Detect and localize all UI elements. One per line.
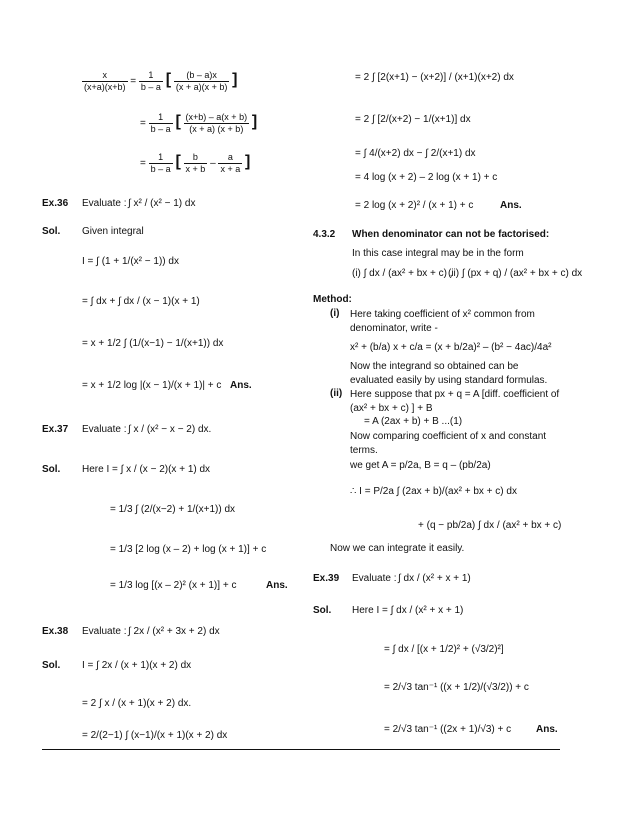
ex36-step-3: = x + 1/2 ∫ (1/(x−1) − 1/(x+1)) dx xyxy=(82,338,224,349)
method-item2-I: ∴ I = P/2a ∫ (2ax + b)/(ax² + bx + c) dx xyxy=(350,486,517,497)
ex36-sol-intro: Given integral xyxy=(82,226,144,237)
method-item2-compare: Now comparing coefficient of x and constant terms. xyxy=(350,431,547,456)
ex37-integrand: ∫ x / (x² − x − 2) dx. xyxy=(128,424,212,435)
right-step-4: = 4 log (x + 2) – 2 log (x + 1) + c xyxy=(355,172,498,183)
method-item1-text: Here taking coefficient of x² common from denominator, write - xyxy=(350,309,535,334)
method-item2-eq: = A (2ax + b) + B ...(1) xyxy=(364,416,463,427)
section-intro: In this case integral may be in the form xyxy=(352,248,524,259)
ex37-step-2: = 1/3 [2 log (x – 2) + log (x + 1)] + c xyxy=(110,544,267,555)
ex39-prompt: Evaluate : xyxy=(352,573,397,584)
section-title: When denominator can not be factorised: xyxy=(352,229,550,240)
section-form-ii: (ii) ∫ (px + q) / (ax² + bx + c) dx xyxy=(448,268,583,279)
ex39-step-2: = ∫ dx / [(x + 1/2)² + (√3/2)²] xyxy=(384,644,504,655)
right-step-1: = 2 ∫ [2(x+1) − (x+2)] / (x+1)(x+2) dx xyxy=(355,72,514,83)
ex37-prompt: Evaluate : xyxy=(82,424,127,435)
ex38-step-2: = 2 ∫ x / (x + 1)(x + 2) dx. xyxy=(82,698,192,709)
right-step-2: = 2 ∫ [2/(x+2) − 1/(x+1)] dx xyxy=(355,114,471,125)
ex36-step-2: = ∫ dx + ∫ dx / (x − 1)(x + 1) xyxy=(82,296,200,307)
method-item2-text: Here suppose that px + q = A [diff. coefficient of (ax² + bx + c) ] + B xyxy=(350,389,560,414)
ex37-step-3: = 1/3 log [(x – 2)² (x + 1)] + c xyxy=(110,580,237,591)
right-step-5: = 2 log (x + 2)² / (x + 1) + c xyxy=(355,200,474,211)
partial-fraction-line-3: = $\frac{1}{b - a}$ [ $\frac{b}{x + b}$ – $\frac{a}{x + a}$ ] xyxy=(140,152,251,174)
ex36-label: Ex.36 xyxy=(42,198,69,209)
ex39-step-3: = 2/√3 tan⁻¹ ((x + 1/2)/(√3/2)) + c xyxy=(384,682,529,693)
ex36-step-1: I = ∫ (1 + 1/(x² − 1)) dx xyxy=(82,256,179,267)
ex38-step-1: I = ∫ 2x / (x + 1)(x + 2) dx xyxy=(82,660,192,671)
ex37-step-1: = 1/3 ∫ (2/(x−2) + 1/(x+1)) dx xyxy=(110,504,236,515)
ex38-integrand: ∫ 2x / (x² + 3x + 2) dx xyxy=(128,626,220,637)
section-form-i: (i) ∫ dx / (ax² + bx + c) , xyxy=(352,268,453,279)
method-item2-label: (ii) xyxy=(330,388,343,399)
ex36-sol-label: Sol. xyxy=(42,226,61,237)
ex36-prompt: Evaluate : xyxy=(82,198,127,209)
ex39-step-1: Here I = ∫ dx / (x² + x + 1) xyxy=(352,605,464,616)
right-step-ans: Ans. xyxy=(500,200,522,211)
method-item2-get: we get A = p/2a, B = q – (pb/2a) xyxy=(350,460,491,471)
method-item2-plus: + (q − pb/2a) ∫ dx / (ax² + bx + c) xyxy=(418,520,562,531)
method-item1-after: Now the integrand so obtained can be evaluated easily by using standard formulas. xyxy=(350,361,548,386)
ex39-integrand: ∫ dx / (x² + x + 1) xyxy=(398,573,471,584)
ex39-sol-label: Sol. xyxy=(313,605,332,616)
ex36-integrand: ∫ x² / (x² − 1) dx xyxy=(128,198,196,209)
method-item1-formula: x² + (b/a) x + c/a = (x + b/2a)² – (b² − 4ac)/4a² xyxy=(350,342,552,353)
method-title: Method: xyxy=(313,294,352,305)
partial-fraction-line-1: $\frac{x}{(x+a)(x+b)}$ = $\frac{1}{b - a}$ [ $\frac{(b - a)x}{(x + a)(x + b)}$ ] xyxy=(84,70,238,92)
ex39-ans: Ans. xyxy=(536,724,558,735)
ex37-ans: Ans. xyxy=(266,580,288,591)
ex37-label: Ex.37 xyxy=(42,424,69,435)
ex37-here: Here I = ∫ x / (x − 2)(x + 1) dx xyxy=(82,464,211,475)
ex39-step-4: = 2/√3 tan⁻¹ ((2x + 1)/√3) + c xyxy=(384,724,512,735)
ex38-prompt: Evaluate : xyxy=(82,626,127,637)
section-number: 4.3.2 xyxy=(313,229,336,240)
right-step-3: = ∫ 4/(x+2) dx − ∫ 2/(x+1) dx xyxy=(355,148,476,159)
ex39-label: Ex.39 xyxy=(313,573,340,584)
method-item1-label: (i) xyxy=(330,308,340,319)
ex36-ans: Ans. xyxy=(230,380,252,391)
bottom-divider xyxy=(42,749,560,750)
method-closing: Now we can integrate it easily. xyxy=(330,543,465,554)
ex38-label: Ex.38 xyxy=(42,626,69,637)
ex36-step-4: = x + 1/2 log |(x − 1)/(x + 1)| + c xyxy=(82,380,222,391)
ex38-step-3: = 2/(2−1) ∫ (x−1)/(x + 1)(x + 2) dx xyxy=(82,730,228,741)
ex38-sol-label: Sol. xyxy=(42,660,61,671)
ex37-sol-label: Sol. xyxy=(42,464,61,475)
partial-fraction-line-2: = $\frac{1}{b - a}$ [ $\frac{(x+b) - a(x + b)}{(x + a) (x + b)}$ ] xyxy=(140,112,258,134)
